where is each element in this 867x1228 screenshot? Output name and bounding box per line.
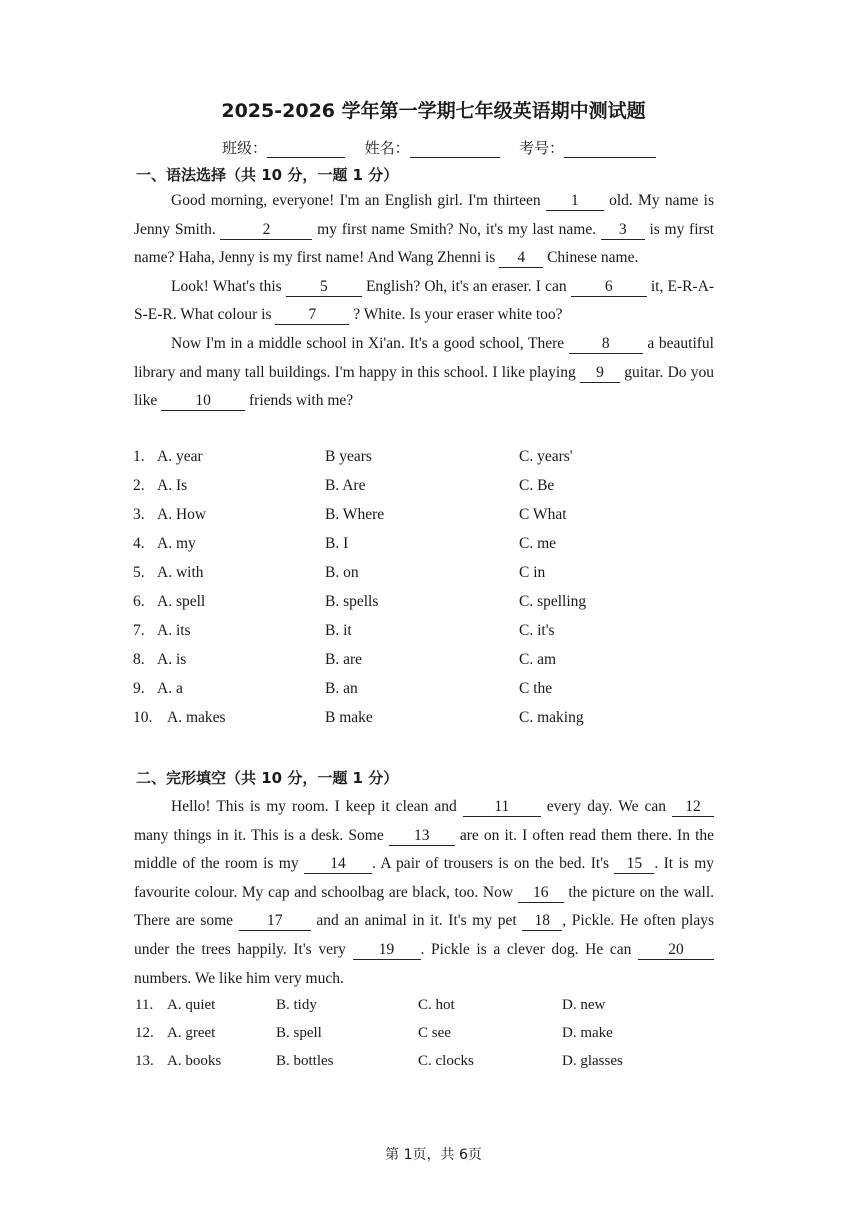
option-a[interactable]: A. How xyxy=(157,506,207,523)
answer-blank: 18 xyxy=(522,912,562,931)
option-c[interactable]: C see xyxy=(418,1025,451,1041)
question-number: 3. xyxy=(133,506,145,523)
question-options-row xyxy=(133,477,733,506)
option-a[interactable]: A. its xyxy=(157,622,191,639)
passage-text: . It is my favourite colour. My cap and schoolbag are black, too. Now xyxy=(134,855,714,901)
passage-text: and an animal in it. It's my pet xyxy=(310,912,523,930)
passage-text: English? Oh, it's an eraser. I can xyxy=(361,277,571,295)
passage-text: Good morning, everyone! I'm an English girl. I'm thirteen xyxy=(171,192,546,209)
answer-blank: 20 xyxy=(638,941,714,960)
question-options-row xyxy=(133,535,733,564)
option-d[interactable]: D. glasses xyxy=(562,1053,623,1069)
option-c[interactable]: C the xyxy=(519,680,553,697)
option-c[interactable]: C. me xyxy=(519,535,557,552)
section1-heading: 一、语法选择（共 10 分，一题 1 分） xyxy=(136,166,399,184)
question-number: 2. xyxy=(133,477,145,494)
question-number: 6. xyxy=(133,593,145,610)
option-c[interactable]: C. Be xyxy=(519,477,555,494)
page-number-footer: 第 1页，共 6页 xyxy=(385,1147,482,1163)
answer-blank: 15 xyxy=(614,855,654,874)
section2-paragraph-1 xyxy=(134,793,714,993)
question-options-row xyxy=(133,622,733,651)
answer-blank: 19 xyxy=(353,941,421,960)
option-a[interactable]: A. spell xyxy=(157,593,206,610)
section1-paragraph-3 xyxy=(134,330,714,416)
answer-blank: 4 xyxy=(499,249,543,268)
question-options-row xyxy=(133,651,733,680)
passage-text: old. My name is Jenny Smith. xyxy=(134,192,714,238)
answer-blank: 10 xyxy=(161,392,245,411)
option-b[interactable]: B. spells xyxy=(325,593,379,610)
passage-text: , Pickle. He often plays under the trees happily. It's very xyxy=(134,912,714,958)
question-number: 9. xyxy=(133,680,145,697)
question-number: 4. xyxy=(133,535,145,552)
question-number: 8. xyxy=(133,651,145,668)
answer-blank: 6 xyxy=(571,278,647,297)
question-options-row xyxy=(133,1025,733,1053)
option-b[interactable]: B. it xyxy=(325,622,352,639)
question-number: 7. xyxy=(133,622,145,639)
question-options-row xyxy=(133,997,733,1025)
option-c[interactable]: C. hot xyxy=(418,997,455,1013)
option-a[interactable]: A. makes xyxy=(167,709,226,726)
question-number: 13. xyxy=(135,1053,154,1069)
passage-text: it, E-R-A-S-E-R. What colour is xyxy=(134,277,714,324)
answer-blank: 8 xyxy=(569,335,643,354)
passage-text: . Pickle is a clever dog. He can xyxy=(420,940,638,958)
passage-text: ? White. Is your eraser white too? xyxy=(349,306,563,324)
option-c[interactable]: C. am xyxy=(519,651,557,668)
option-b[interactable]: B. I xyxy=(325,535,349,552)
option-a[interactable]: A. year xyxy=(157,448,203,465)
question-options-row xyxy=(133,506,733,535)
section1-options xyxy=(133,448,733,738)
option-c[interactable]: C in xyxy=(519,564,546,581)
answer-blank: 16 xyxy=(518,884,564,903)
option-d[interactable]: D. make xyxy=(562,1025,613,1041)
passage-text: guitar. Do you like xyxy=(134,363,714,410)
option-b[interactable]: B make xyxy=(325,709,373,726)
answer-blank: 14 xyxy=(304,855,372,874)
passage-text: . A pair of trousers is on the bed. It's xyxy=(371,855,615,873)
answer-blank: 9 xyxy=(580,364,620,383)
option-c[interactable]: C. clocks xyxy=(418,1053,474,1069)
section1-paragraph-2 xyxy=(134,273,714,330)
option-c[interactable]: C. spelling xyxy=(519,593,587,610)
option-d[interactable]: D. new xyxy=(562,997,606,1013)
class-label: 班级： xyxy=(222,139,268,157)
answer-blank: 7 xyxy=(275,306,349,325)
option-b[interactable]: B. are xyxy=(325,651,363,668)
option-b[interactable]: B. spell xyxy=(276,1025,322,1041)
option-a[interactable]: A. greet xyxy=(167,1025,216,1041)
option-a[interactable]: A. Is xyxy=(157,477,188,494)
answer-blank: 5 xyxy=(286,278,362,297)
option-a[interactable]: A. quiet xyxy=(167,997,216,1013)
section2-passage xyxy=(134,793,714,993)
section2-heading: 二、完形填空（共 10 分，一题 1 分） xyxy=(136,769,399,787)
question-number: 5. xyxy=(133,564,145,581)
passage-text: every day. We can xyxy=(540,798,672,815)
option-b[interactable]: B. tidy xyxy=(276,997,317,1013)
answer-blank: 2 xyxy=(220,221,312,240)
class-field[interactable] xyxy=(267,143,345,158)
option-a[interactable]: A. a xyxy=(157,680,183,697)
passage-text: a beautiful library and many tall buildings. I'm happy in this school. I like playing xyxy=(134,334,714,381)
student-info-line xyxy=(222,137,656,158)
passage-text: Chinese name. xyxy=(543,249,639,267)
section2-options xyxy=(133,997,733,1081)
question-options-row xyxy=(133,709,733,738)
question-options-row xyxy=(133,564,733,593)
number-field[interactable] xyxy=(564,143,656,158)
answer-blank: 12 xyxy=(672,798,714,817)
passage-text: the picture on the wall. There are some xyxy=(134,883,715,930)
question-number: 1. xyxy=(133,448,145,465)
answer-blank: 13 xyxy=(389,827,455,846)
question-options-row xyxy=(133,593,733,622)
passage-text: friends with me? xyxy=(245,392,354,410)
answer-blank: 1 xyxy=(546,192,604,211)
option-b[interactable]: B. an xyxy=(325,680,358,697)
option-a[interactable]: A. my xyxy=(157,535,196,552)
passage-text: Hello! This is my room. I keep it clean and xyxy=(171,798,463,815)
name-label: 姓名： xyxy=(364,139,410,157)
passage-text: are on it. I often read them there. In the middle of the room is my xyxy=(134,826,714,873)
section1-passage xyxy=(134,187,714,416)
passage-text: many things in it. This is a desk. Some xyxy=(134,826,389,844)
option-b[interactable]: B. Where xyxy=(325,506,385,523)
passage-text: Look! What's this xyxy=(171,277,286,295)
option-b[interactable]: B. bottles xyxy=(276,1053,334,1069)
passage-text: my first name Smith? No, it's my last name. xyxy=(312,220,601,238)
question-number: 10. xyxy=(133,709,153,726)
question-number: 11. xyxy=(135,997,154,1013)
passage-text: numbers. We like him very much. xyxy=(134,969,344,987)
option-b[interactable]: B. on xyxy=(325,564,359,581)
answer-blank: 11 xyxy=(463,798,541,817)
exam-title: 2025-2026 学年第一学期七年级英语期中测试题 xyxy=(221,100,646,122)
option-c[interactable]: C What xyxy=(519,506,567,523)
option-a[interactable]: A. is xyxy=(157,651,187,668)
name-field[interactable] xyxy=(410,143,500,158)
question-options-row xyxy=(133,1053,733,1081)
option-c[interactable]: C. making xyxy=(519,709,584,726)
passage-text: is my first name? Haha, Jenny is my first name! And Wang Zhenni is xyxy=(134,220,714,267)
option-b[interactable]: B years xyxy=(325,448,372,465)
option-b[interactable]: B. Are xyxy=(325,477,366,494)
section1-paragraph-1 xyxy=(134,187,714,273)
option-c[interactable]: C. years' xyxy=(519,448,573,465)
question-options-row xyxy=(133,680,733,709)
answer-blank: 17 xyxy=(239,912,311,931)
answer-blank: 3 xyxy=(601,221,645,240)
question-number: 12. xyxy=(135,1025,154,1041)
option-c[interactable]: C. it's xyxy=(519,622,555,639)
passage-text: Now I'm in a middle school in Xi'an. It's a good school, There xyxy=(171,334,569,352)
option-a[interactable]: A. books xyxy=(167,1053,222,1069)
question-options-row xyxy=(133,448,733,477)
option-a[interactable]: A. with xyxy=(157,564,204,581)
number-label: 考号： xyxy=(519,139,565,157)
